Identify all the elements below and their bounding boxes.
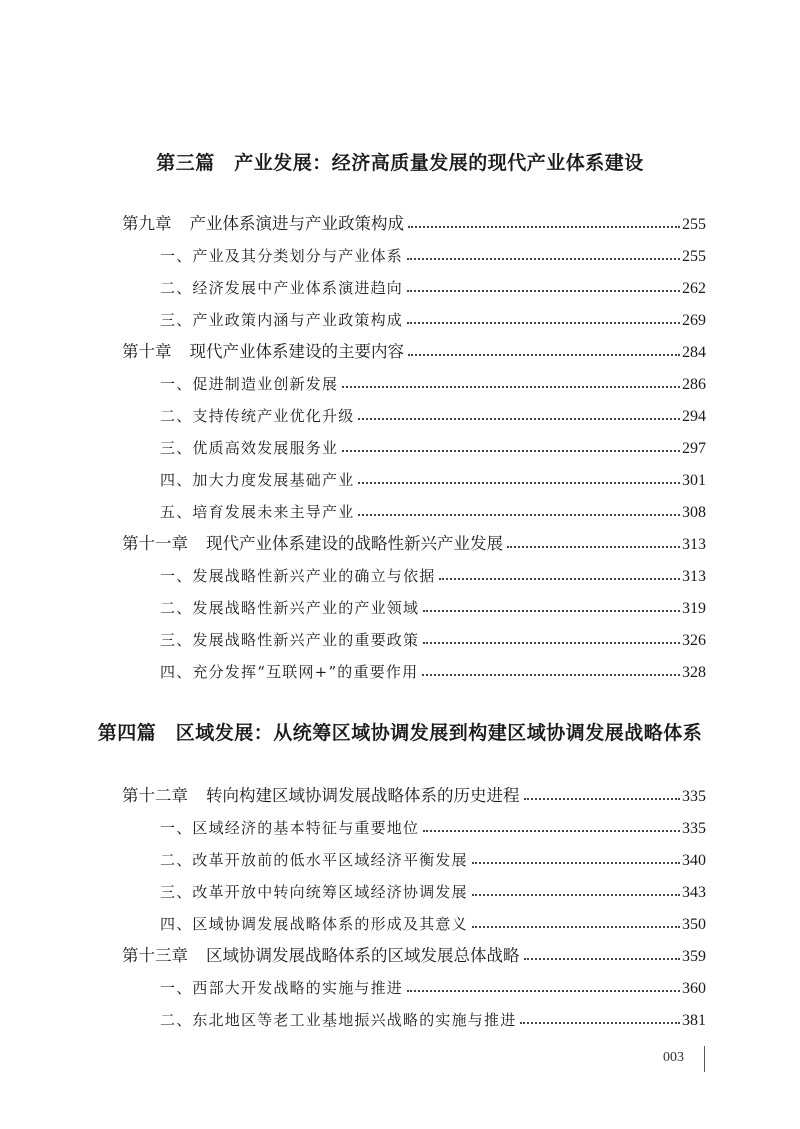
toc-page-number: 326 (682, 632, 706, 649)
toc-entry-title: 一、发展战略性新兴产业的确立与依据 (160, 567, 436, 585)
toc-page-number: 313 (682, 536, 706, 553)
toc-page-number: 255 (682, 216, 706, 233)
toc-chapter[interactable] (122, 208, 706, 234)
toc-section[interactable] (160, 876, 706, 902)
toc-section[interactable] (160, 560, 706, 586)
folio-divider (704, 1046, 705, 1072)
toc-section[interactable] (160, 464, 706, 490)
dot-leader (407, 290, 680, 292)
toc-entry-title: 二、发展战略性新兴产业的产业领域 (160, 599, 420, 617)
toc-page-number: 284 (682, 344, 706, 361)
dot-leader (407, 322, 680, 324)
toc-entry-title: 三、改革开放中转向统筹区域经济协调发展 (160, 883, 468, 901)
toc-chapter[interactable] (122, 780, 706, 806)
dot-leader (358, 418, 680, 420)
toc-page-number: 335 (682, 820, 706, 837)
toc-section[interactable] (160, 304, 706, 330)
toc-page-number: 313 (682, 568, 706, 585)
dot-leader (423, 610, 680, 612)
toc-section[interactable] (160, 812, 706, 838)
toc-section[interactable] (160, 1004, 706, 1030)
toc-entry-title: 二、支持传统产业优化升级 (160, 407, 355, 425)
dot-leader (472, 894, 680, 896)
toc-entry-title: 一、产业及其分类划分与产业体系 (160, 247, 404, 265)
toc-page-number: 319 (682, 600, 706, 617)
chapter-number: 第十章 (122, 342, 172, 361)
toc-section[interactable] (160, 624, 706, 650)
dot-leader (423, 642, 680, 644)
page-number-folio: 003 (663, 1050, 684, 1065)
toc-section[interactable] (160, 432, 706, 458)
part-title: 第三篇 产业发展：经济高质量发展的现代产业体系建设 (156, 152, 644, 174)
dot-leader (342, 450, 680, 452)
toc-entry-title: 产业体系演进与产业政策构成 (189, 214, 404, 233)
toc-chapter[interactable] (122, 336, 706, 362)
toc-page-number: 350 (682, 916, 706, 933)
dot-leader (408, 226, 680, 228)
toc-section[interactable] (160, 844, 706, 870)
dot-leader (407, 258, 680, 260)
toc-entry-title: 四、区域协调发展战略体系的形成及其意义 (160, 915, 468, 933)
dot-leader (472, 862, 680, 864)
toc-page-number: 335 (682, 788, 706, 805)
toc-page-number: 343 (682, 884, 706, 901)
chapter-number: 第十一章 (122, 534, 188, 553)
dot-leader (422, 674, 680, 676)
dot-leader (472, 926, 680, 928)
toc-page-number: 294 (682, 408, 706, 425)
toc-entry-title: 现代产业体系建设的战略性新兴产业发展 (206, 534, 503, 553)
toc-page-number: 297 (682, 440, 706, 457)
toc-section[interactable] (160, 656, 706, 682)
chapter-number: 第十三章 (122, 946, 188, 965)
toc-entry-title: 二、东北地区等老工业基地振兴战略的实施与推进 (160, 1011, 517, 1029)
toc-entry-title: 三、产业政策内涵与产业政策构成 (160, 311, 404, 329)
toc-page-number: 328 (682, 664, 706, 681)
toc-entry-title: 一、促进制造业创新发展 (160, 375, 339, 393)
toc-page-number: 359 (682, 948, 706, 965)
toc-section[interactable] (160, 240, 706, 266)
dot-leader (358, 482, 680, 484)
toc-entry-title: 一、西部大开发战略的实施与推进 (160, 979, 404, 997)
dot-leader (423, 830, 680, 832)
dot-leader (520, 1022, 680, 1024)
toc-page-number: 255 (682, 248, 706, 265)
toc-entry-title: 一、区域经济的基本特征与重要地位 (160, 819, 420, 837)
toc-section[interactable] (160, 908, 706, 934)
dot-leader (524, 798, 681, 800)
chapter-number: 第十二章 (122, 786, 188, 805)
toc-entry-title: 三、优质高效发展服务业 (160, 439, 339, 457)
part-title: 第四篇 区域发展：从统筹区域协调发展到构建区域协调发展战略体系 (97, 722, 703, 744)
toc-section[interactable] (160, 592, 706, 618)
toc-section[interactable] (160, 400, 706, 426)
dot-leader (408, 354, 680, 356)
toc-entry-title: 转向构建区域协调发展战略体系的历史进程 (206, 786, 520, 805)
toc-entry-title: 现代产业体系建设的主要内容 (189, 342, 404, 361)
toc-section[interactable] (160, 368, 706, 394)
toc-page-number: 381 (682, 1012, 706, 1029)
toc-page-number: 286 (682, 376, 706, 393)
toc-entry-title: 区域协调发展战略体系的区域发展总体战略 (206, 946, 520, 965)
toc-entry-title: 四、加大力度发展基础产业 (160, 471, 355, 489)
toc-entry-title: 四、充分发挥“互联网+”的重要作用 (160, 663, 419, 681)
dot-leader (507, 546, 680, 548)
toc-chapter[interactable] (122, 528, 706, 554)
toc-entry-title: 五、培育发展未来主导产业 (160, 503, 355, 521)
toc-section[interactable] (160, 272, 706, 298)
toc-section[interactable] (160, 972, 706, 998)
toc-page-number: 269 (682, 312, 706, 329)
dot-leader (524, 958, 681, 960)
toc-chapter[interactable] (122, 940, 706, 966)
toc-page-number: 308 (682, 504, 706, 521)
dot-leader (342, 386, 680, 388)
toc-page-number: 360 (682, 980, 706, 997)
toc-entry-title: 二、经济发展中产业体系演进趋向 (160, 279, 404, 297)
dot-leader (358, 514, 680, 516)
toc-page-number: 340 (682, 852, 706, 869)
dot-leader (407, 990, 680, 992)
dot-leader (439, 578, 680, 580)
toc-page-number: 262 (682, 280, 706, 297)
toc-page-number: 301 (682, 472, 706, 489)
toc-entry-title: 三、发展战略性新兴产业的重要政策 (160, 631, 420, 649)
toc-section[interactable] (160, 496, 706, 522)
chapter-number: 第九章 (122, 214, 172, 233)
toc-entry-title: 二、改革开放前的低水平区域经济平衡发展 (160, 851, 468, 869)
